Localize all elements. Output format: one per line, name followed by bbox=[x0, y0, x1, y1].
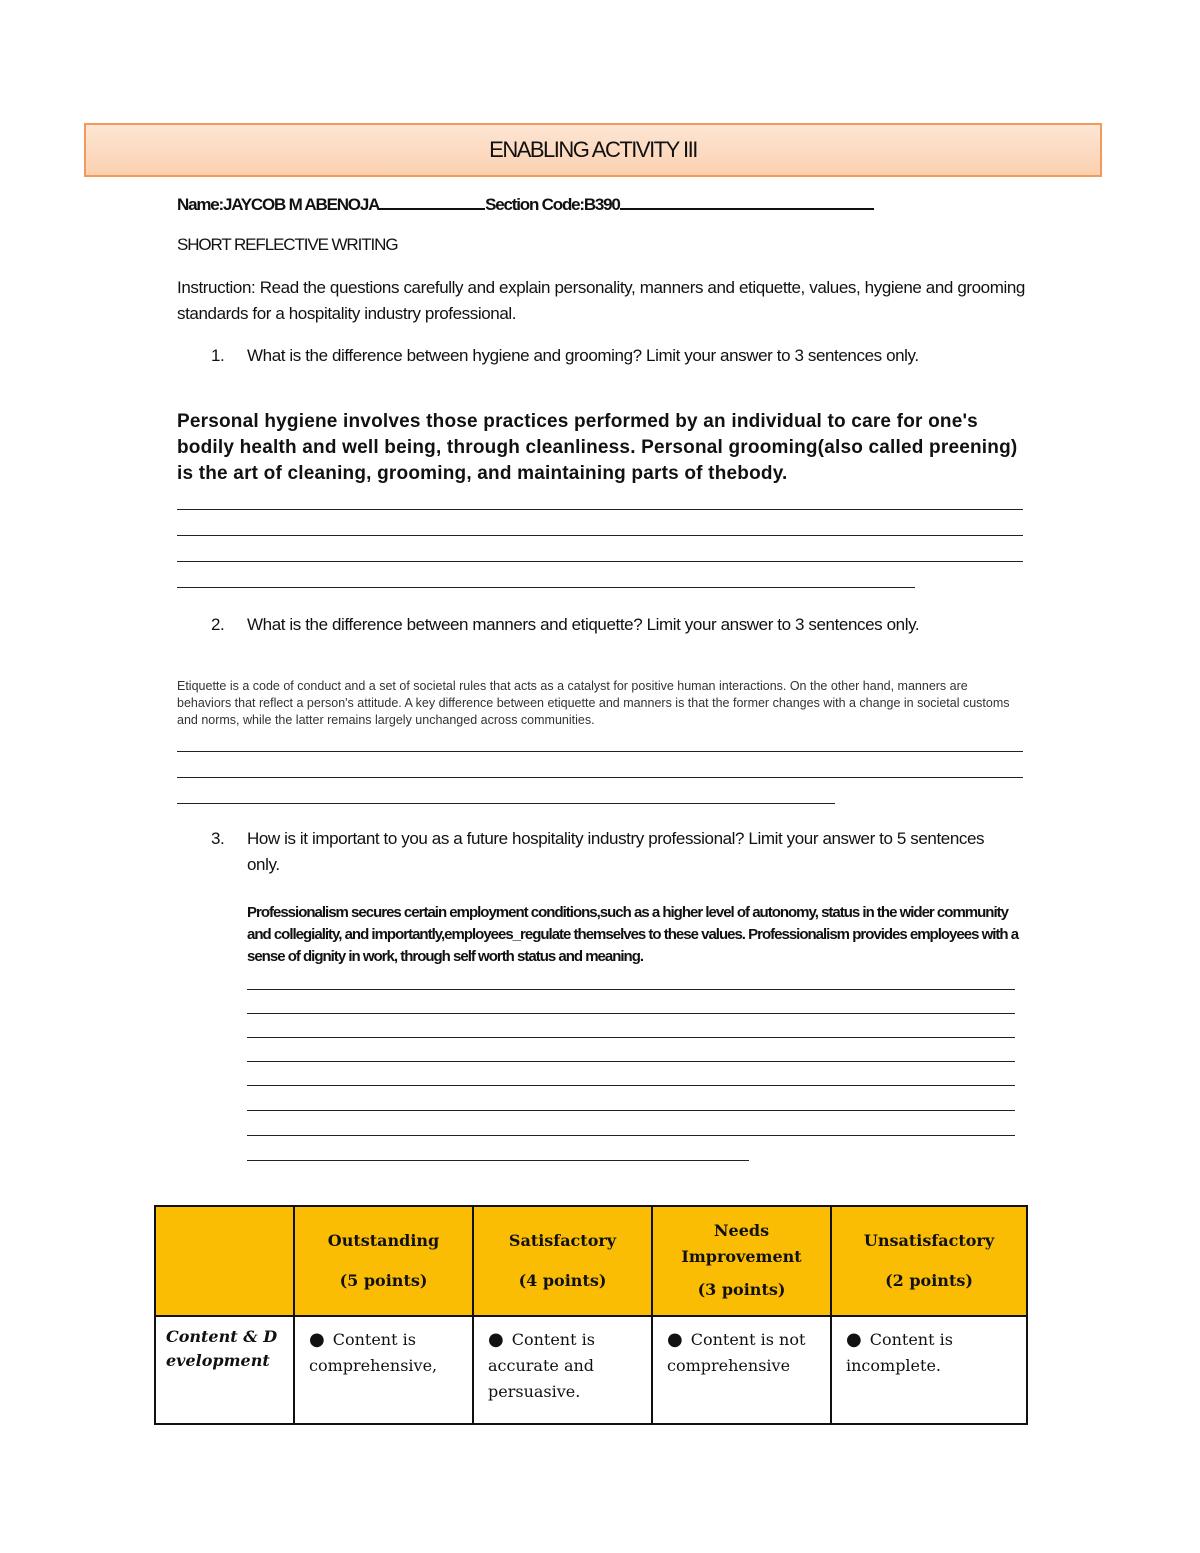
question-number: 1. bbox=[211, 346, 225, 365]
section-blank bbox=[620, 194, 874, 210]
header-label: Outstanding bbox=[327, 1231, 440, 1250]
cell-text: Content is comprehensive, bbox=[309, 1330, 438, 1375]
cell-text: Content is accurate and persuasive. bbox=[488, 1330, 595, 1401]
rubric-header-needs-improvement bbox=[652, 1206, 831, 1316]
cell-text: Content is incomplete. bbox=[846, 1330, 953, 1375]
name-label: Name:JAYCOB M ABENOJA bbox=[177, 195, 380, 214]
header-label: Needs Improvement bbox=[681, 1221, 802, 1266]
rubric-cell-outstanding bbox=[294, 1316, 473, 1424]
rubric-header-satisfactory bbox=[473, 1206, 652, 1316]
section-code-label: Section Code:B390 bbox=[485, 195, 620, 214]
header-points: (5 points) bbox=[339, 1271, 428, 1290]
rubric-header-row bbox=[155, 1206, 1027, 1316]
rubric-cell-unsatisfactory bbox=[831, 1316, 1027, 1424]
answer-1: Personal hygiene involves those practices performed by an individual to care for one's bodily health and well being, through cleanliness. Personal grooming(also called preening) is the art of cleaning, grooming, and maintaining parts of thebody. bbox=[177, 411, 1018, 484]
question-number: 3. bbox=[211, 829, 225, 848]
header-points: (2 points) bbox=[885, 1271, 973, 1290]
bullet-icon: ● bbox=[488, 1329, 504, 1350]
name-blank bbox=[379, 194, 485, 210]
rubric-header-outstanding bbox=[294, 1206, 473, 1316]
header-points: (4 points) bbox=[518, 1271, 607, 1290]
header-points: (3 points) bbox=[697, 1280, 786, 1299]
rubric-table bbox=[154, 1205, 1028, 1425]
rubric-cell-needs-improvement bbox=[652, 1316, 831, 1424]
header-label: Unsatisfactory bbox=[863, 1231, 995, 1250]
answer-2: Etiquette is a code of conduct and a set of societal rules that acts as a catalyst for positive human interactions. On the other hand, manners are behaviors that reflect a person's attitude. A key difference between etiquette and manners is that the former changes with a change in societal customs and norms, while the latter remains largely unchanged across communities. bbox=[177, 679, 1010, 727]
question-text: How is it important to you as a future hospitality industry professional? Limit your answer to 5 sentences only. bbox=[247, 829, 985, 874]
instruction-text: Instruction: Read the questions carefully and explain personality, manners and etiquette, values, hygiene and grooming standards for a hospitality industry professional. bbox=[177, 278, 1025, 323]
bullet-icon: ● bbox=[309, 1329, 325, 1350]
answer-3: Professionalism secures certain employment conditions,such as a higher level of autonomy, status in the wider community and collegiality, and importantly,employees_regulate themselves to these values. Professionalism provides employees with a sense of dignity in work, through self worth status and meaning. bbox=[247, 904, 1019, 965]
rubric-criterion: Content & Development bbox=[155, 1316, 294, 1424]
name-section-line bbox=[177, 194, 874, 215]
question-text: What is the difference between manners and etiquette? Limit your answer to 3 sentences only. bbox=[247, 615, 920, 634]
cell-text: Content is not comprehensive bbox=[667, 1330, 806, 1375]
bullet-icon: ● bbox=[667, 1329, 683, 1350]
title-banner bbox=[84, 123, 1102, 177]
bullet-icon: ● bbox=[846, 1329, 862, 1350]
question-text: What is the difference between hygiene and grooming? Limit your answer to 3 sentences only. bbox=[247, 346, 919, 365]
page-title: ENABLING ACTIVITY III bbox=[489, 137, 697, 162]
section-heading: SHORT REFLECTIVE WRITING bbox=[177, 235, 398, 254]
rubric-header-unsatisfactory bbox=[831, 1206, 1027, 1316]
header-label: Satisfactory bbox=[508, 1231, 617, 1250]
rubric-content-row bbox=[155, 1316, 1027, 1424]
rubric-corner-cell bbox=[155, 1206, 294, 1316]
rubric-cell-satisfactory bbox=[473, 1316, 652, 1424]
question-number: 2. bbox=[211, 615, 225, 634]
